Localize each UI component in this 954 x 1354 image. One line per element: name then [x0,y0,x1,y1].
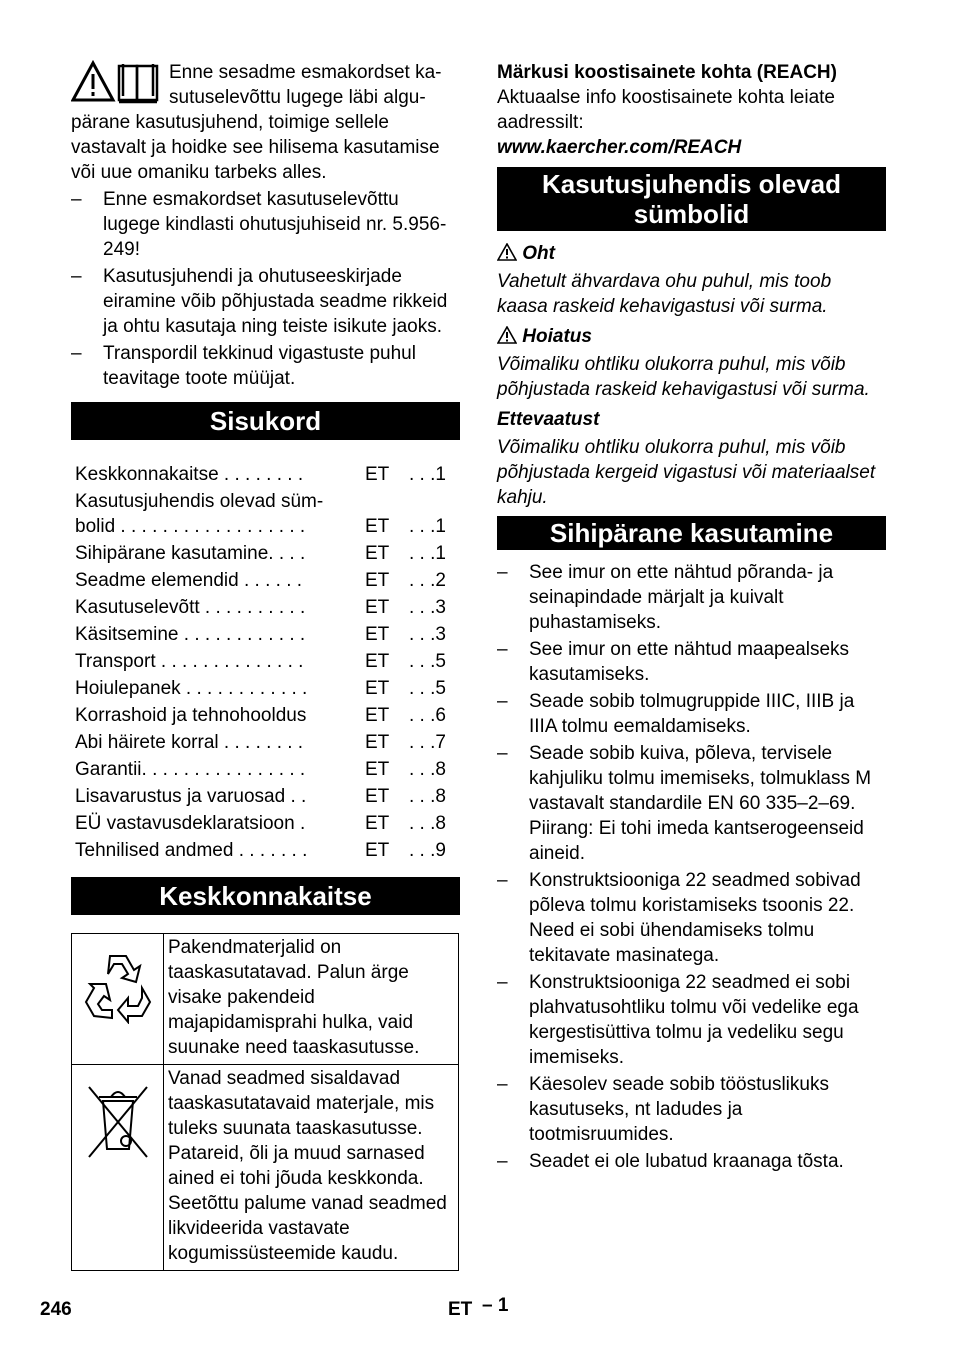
toc-entry-title: Kasutuselevõtt . . . . . . . . . . [75,597,306,618]
environment-table [71,933,459,1271]
recycling-icon [80,948,156,1024]
warning-heading [497,324,886,349]
toc-entry[interactable] [71,622,460,649]
danger-heading [497,241,886,266]
toc-entry-title: Seadme elemendid . . . . . . [75,570,303,591]
section-heading-intended-use: Sihipärane kasutamine [497,516,886,550]
toc-entry-lang: ET [365,840,390,861]
warning-triangle-icon [497,326,517,344]
warning-label: Hoiatus [522,326,592,347]
danger-text: Vahetult ähvardava ohu puhul, mis toob kaasa raskeid kehavigastusi või surma. [497,271,832,317]
toc-entry-title: Tehnilised andmed . . . . . . . [75,840,308,861]
table-of-contents [71,462,460,865]
toc-entry-lang: ET [365,786,390,807]
reach-url[interactable]: www.kaercher.com/REACH [497,137,742,158]
toc-entry-page: . . .8 [409,813,446,834]
intro-block [71,60,460,185]
list-item: – Konstruktsiooniga 22 seadmed ei sobi plahvatusohtliku tolmu või vedelike ega kergestisüttiva tolmu ja vedeliku segu imemiseks. [497,970,886,1070]
list-item: – Enne esmakordset kasutuselevõttu lugege kindlasti ohutusjuhiseid nr. 5.956-249! [71,187,460,262]
warning-and-manual-icons [71,60,163,104]
toc-entry-lang: ET [365,543,390,564]
toc-entry-page: . . .8 [409,759,446,780]
toc-entry-lang: ET [365,597,390,618]
toc-entry[interactable] [71,568,460,595]
toc-entry-title: Korrashoid ja tehnohooldus [75,705,307,726]
toc-entry-page: . . .3 [409,597,446,618]
list-item: – See imur on ette nähtud maapealseks kasutamiseks. [497,637,886,687]
toc-entry-page: . . .1 [409,543,446,564]
toc-entry[interactable] [71,730,460,757]
left-column [71,60,460,1271]
crossed-bin-icon [83,1083,153,1161]
toc-entry-lang: ET [365,678,390,699]
caution-label: Ettevaatust [497,409,600,430]
toc-entry-page: . . .9 [409,840,446,861]
toc-entry-title: Sihipärane kasutamine. . . . [75,543,306,564]
toc-entry-lang: ET [365,651,390,672]
page-number: 246 [40,1299,72,1320]
reach-heading: Märkusi koostisainete kohta (REACH) [497,62,837,83]
list-item: – Transpordil tekkinud vigastuste puhul teavitage toote müüjat. [71,341,460,391]
toc-entry-title: Keskkonnakaitse . . . . . . . . [75,464,304,485]
toc-entry[interactable] [71,489,460,541]
toc-entry[interactable] [71,541,460,568]
toc-entry-title: Käsitsemine . . . . . . . . . . . . [75,624,306,645]
toc-entry-lang: ET [365,516,390,537]
toc-entry-lang: ET [365,464,390,485]
reach-text: Aktuaalse info koostisainete kohta leiate aadressilt: [497,87,835,133]
toc-entry[interactable] [71,757,460,784]
section-heading-symbols: Kasutusjuhendis olevad sümbolid [497,167,886,231]
list-item: – Seade sobib tolmugruppide IIIC, IIIB ja IIIA tolmu eemaldamiseks. [497,689,886,739]
table-row [72,934,459,1065]
open-manual-icon [119,64,157,102]
list-item: – Seade sobib kuiva, põleva, tervisele kahjuliku tolmu imemiseks, tolmuklass M vastavalt standardile EN 60 335–2–69. Piirang: Ei tohi imeda kantserogeenseid aineid. [497,741,886,866]
toc-entry-page: . . .5 [409,678,446,699]
toc-entry-lang: ET [365,570,390,591]
toc-entry-title: Kasutusjuhendis olevad süm- bolid . . . . . . . . . . . . . . . . . . [75,491,324,537]
section-heading-toc: Sisukord [71,402,460,440]
list-item: – Konstruktsiooniga 22 seadmed sobivad põleva tolmu koristamiseks tsoonis 22. Need ei sobi ühendamiseks tolmu tekitavate masinatega. [497,868,886,968]
toc-entry[interactable] [71,462,460,489]
toc-entry[interactable] [71,811,460,838]
intro-text: Enne sesadme esmakordset ka- sutuselevõttu lugege läbi algu- pärane kasutusjuhend, toimige sellele vastavalt ja hoidke see hilisema kasutamise või uue omaniku tarbeks alles. [71,62,442,183]
table-row [72,1065,459,1271]
icon-cell [72,1065,164,1271]
toc-entry-lang: ET [365,759,390,780]
toc-entry-title: EÜ vastavusdeklaratsioon . [75,813,306,834]
toc-entry-page: . . .5 [409,651,446,672]
toc-entry-page: . . .2 [409,570,446,591]
toc-entry-title: Abi häirete korral . . . . . . . . [75,732,304,753]
danger-label: Oht [522,243,555,264]
toc-entry[interactable] [71,703,460,730]
right-column [497,60,886,1176]
warning-triangle-icon [497,243,517,261]
toc-entry[interactable] [71,595,460,622]
toc-entry-lang: ET [365,624,390,645]
footer-language: ET [448,1299,473,1320]
footer-section-page: – 1 [482,1295,509,1316]
toc-entry-lang: ET [365,813,390,834]
disposal-text: Vanad seadmed sisaldavad taaskasutatavaid materjale, mis tuleks suunata taaskasutusse. Patareid, õli ja muud sarnased ained ei tohi jõuda keskkonda. Seetõttu palume vanad seadmed likvideerida vastavate kogumissüsteemide kaudu. [164,1065,459,1271]
toc-entry-title: Hoiulepanek . . . . . . . . . . . . [75,678,308,699]
list-item: – See imur on ette nähtud põranda- ja seinapindade märjalt ja kuivalt puhastamiseks. [497,560,886,635]
list-item: – Käesolev seade sobib tööstuslikuks kasutuseks, nt ladudes ja tootmisruumides. [497,1072,886,1147]
section-heading-environment: Keskkonnakaitse [71,877,460,915]
toc-entry-page: . . .1 [409,464,446,485]
intro-list [71,187,460,391]
toc-entry-title: Garantii. . . . . . . . . . . . . . . . [75,759,306,780]
toc-entry-page: . . .1 [409,516,446,537]
list-item: – Seadet ei ole lubatud kraanaga tõsta. [497,1149,886,1174]
toc-entry-title: Transport . . . . . . . . . . . . . . [75,651,304,672]
toc-entry-page: . . .7 [409,732,446,753]
toc-entry-lang: ET [365,705,390,726]
toc-entry-lang: ET [365,732,390,753]
toc-entry[interactable] [71,649,460,676]
toc-entry-title: Lisavarustus ja varuosad . . [75,786,307,807]
toc-entry[interactable] [71,838,460,865]
toc-entry[interactable] [71,676,460,703]
toc-entry-page: . . .8 [409,786,446,807]
recycling-text: Pakendmaterjalid on taaskasutatavad. Palun ärge visake pakendeid majapidamisprahi hulka, vaid suunake need taaskasutusse. [164,934,459,1065]
caution-text: Võimaliku ohtliku olukorra puhul, mis võib põhjustada kergeid vigastusi või materiaalset kahju. [497,437,876,508]
toc-entry-page: . . .3 [409,624,446,645]
toc-entry[interactable] [71,784,460,811]
icon-cell [72,934,164,1065]
warning-triangle-icon [73,63,113,100]
intended-use-list [497,560,886,1174]
warning-text: Võimaliku ohtliku olukorra puhul, mis võib põhjustada raskeid kehavigastusi või surma. [497,354,870,400]
toc-entry-page: . . .6 [409,705,446,726]
list-item: – Kasutusjuhendi ja ohutuseeskirjade eiramine võib põhjustada seadme rikkeid ja ohtu kasutaja ning teiste isikute jaoks. [71,264,460,339]
